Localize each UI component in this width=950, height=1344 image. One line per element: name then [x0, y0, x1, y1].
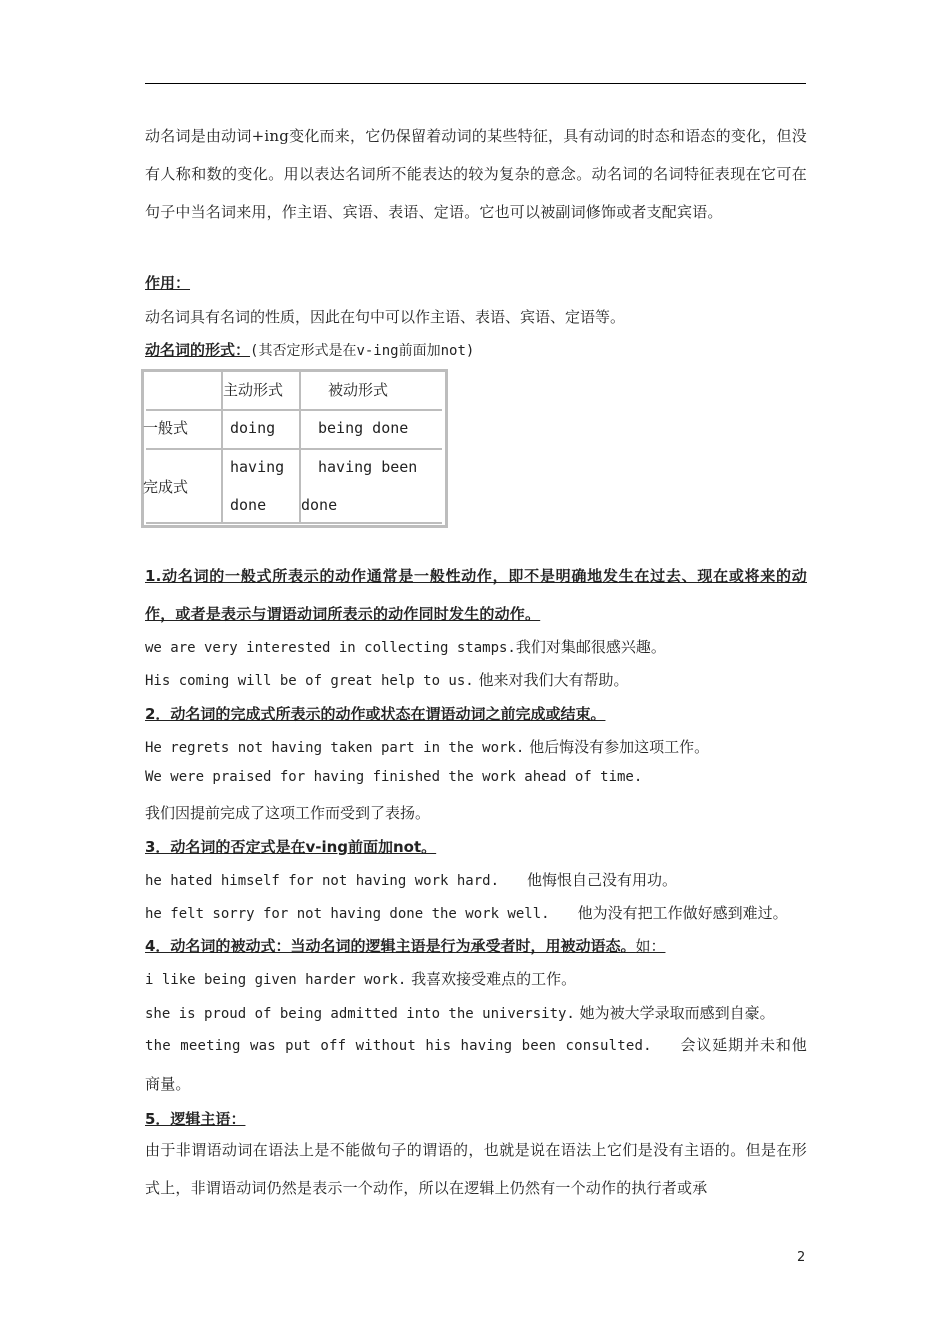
section2-heading: 2．动名词的完成式所表示的动作或状态在谓语动词之前完成或结束。 — [145, 705, 606, 723]
example-chinese: 他悔恨自己没有用功。 — [527, 871, 678, 889]
table-cell-simple-passive: being done — [318, 419, 409, 437]
table-row-divider — [146, 409, 442, 411]
header-rule — [145, 83, 806, 84]
table-cell-perfect-active-1: having — [230, 458, 285, 476]
section5-text: 由于非谓语动词在语法上是不能做句子的谓语的，也就是说在语法上它们是没有主语的。但是在形式上，非谓语动词仍然是表示一个动作，所以在逻辑上仍然有一个动作的执行者或承 — [145, 1141, 807, 1197]
page-number: 2 — [797, 1250, 806, 1265]
example-chinese: 我喜欢接受难点的工作。 — [411, 970, 577, 988]
example-chinese: 会议延期并未和他商量。 — [145, 1036, 807, 1093]
example-english: he felt sorry for not having done the work well. — [145, 906, 550, 922]
table-header-active: 主动形式 — [223, 381, 284, 399]
section4-heading-line — [145, 935, 665, 956]
section1-example1 — [145, 636, 666, 657]
form-heading: 动名词的形式： — [145, 341, 251, 359]
table-row-divider — [146, 448, 442, 450]
form-table — [141, 369, 448, 528]
function-heading: 作用： — [145, 274, 191, 292]
section4-example2 — [145, 1002, 775, 1023]
intro-paragraph: 动名词是由动词+ing变化而来，它仍保留着动词的某些特征，具有动词的时态和语态的变化，但没有人称和数的变化。用以表达名词所不能表达的较为复杂的意念。动名词的名词特征表现在它可在句子中当名词来用，作主语、宾语、表语、定语。它也可以被副词修饰或者支配宾语。 — [145, 127, 807, 221]
section3-example1 — [145, 869, 677, 890]
example-chinese: 她为被大学录取而感到自豪。 — [579, 1004, 775, 1022]
table-cell-perfect-active-2: done — [230, 496, 267, 514]
section2-example2-chinese: 我们因提前完成了这项工作而受到了表扬。 — [145, 804, 431, 822]
example-chinese: 我们对集邮很感兴趣。 — [515, 638, 666, 656]
form-heading-line — [145, 339, 474, 360]
table-row-label-perfect: 完成式 — [143, 478, 189, 496]
section2-example1 — [145, 736, 709, 757]
example-chinese: 他后悔没有参加这项工作。 — [529, 738, 710, 756]
section3-heading: 3．动名词的否定式是在v-ing前面加not。 — [145, 838, 437, 856]
table-row-label-simple: 一般式 — [143, 419, 189, 437]
section1-heading: 1.动名词的一般式所表示的动作通常是一般性动作，即不是明确地发生在过去、现在或将来的动作，或者是表示与谓语动词所表示的动作同时发生的动作。 — [145, 567, 807, 623]
example-english: she is proud of being admitted into the university. — [145, 1006, 575, 1022]
form-note: (其否定形式是在v-ing前面加not) — [250, 343, 475, 359]
example-english: we are very interested in collecting stamps. — [145, 640, 516, 656]
table-cell-simple-active: doing — [230, 419, 276, 437]
example-english: He regrets not having taken part in the work. — [145, 740, 525, 756]
section3-example2 — [145, 902, 788, 923]
table-cell-perfect-passive-1: having been — [318, 458, 418, 476]
section4-tail: 如： — [635, 937, 666, 955]
section4-example1 — [145, 968, 576, 989]
example-chinese: 他为没有把工作做好感到难过。 — [577, 904, 788, 922]
example-english: the meeting was put off without his having been consulted. — [145, 1038, 652, 1054]
example-english: i like being given harder work. — [145, 972, 407, 988]
section4-heading: 4．动名词的被动式：当动名词的逻辑主语是行为承受者时，用被动语态。 — [145, 937, 636, 955]
function-text: 动名词具有名词的性质，因此在句中可以作主语、表语、宾语、定语等。 — [145, 308, 626, 326]
table-cell-perfect-passive-2: done — [301, 496, 338, 514]
table-row-divider — [146, 522, 442, 524]
section2-example2-english: We were praised for having finished the work ahead of time. — [145, 769, 643, 785]
section1-example2 — [145, 669, 629, 690]
section4-example3 — [145, 1026, 807, 1103]
example-english: he hated himself for not having work hard. — [145, 873, 500, 889]
example-chinese: 他来对我们大有帮助。 — [478, 671, 629, 689]
section5-heading: 5．逻辑主语： — [145, 1110, 246, 1128]
example-english: His coming will be of great help to us. — [145, 673, 474, 689]
table-header-passive: 被动形式 — [328, 381, 389, 399]
